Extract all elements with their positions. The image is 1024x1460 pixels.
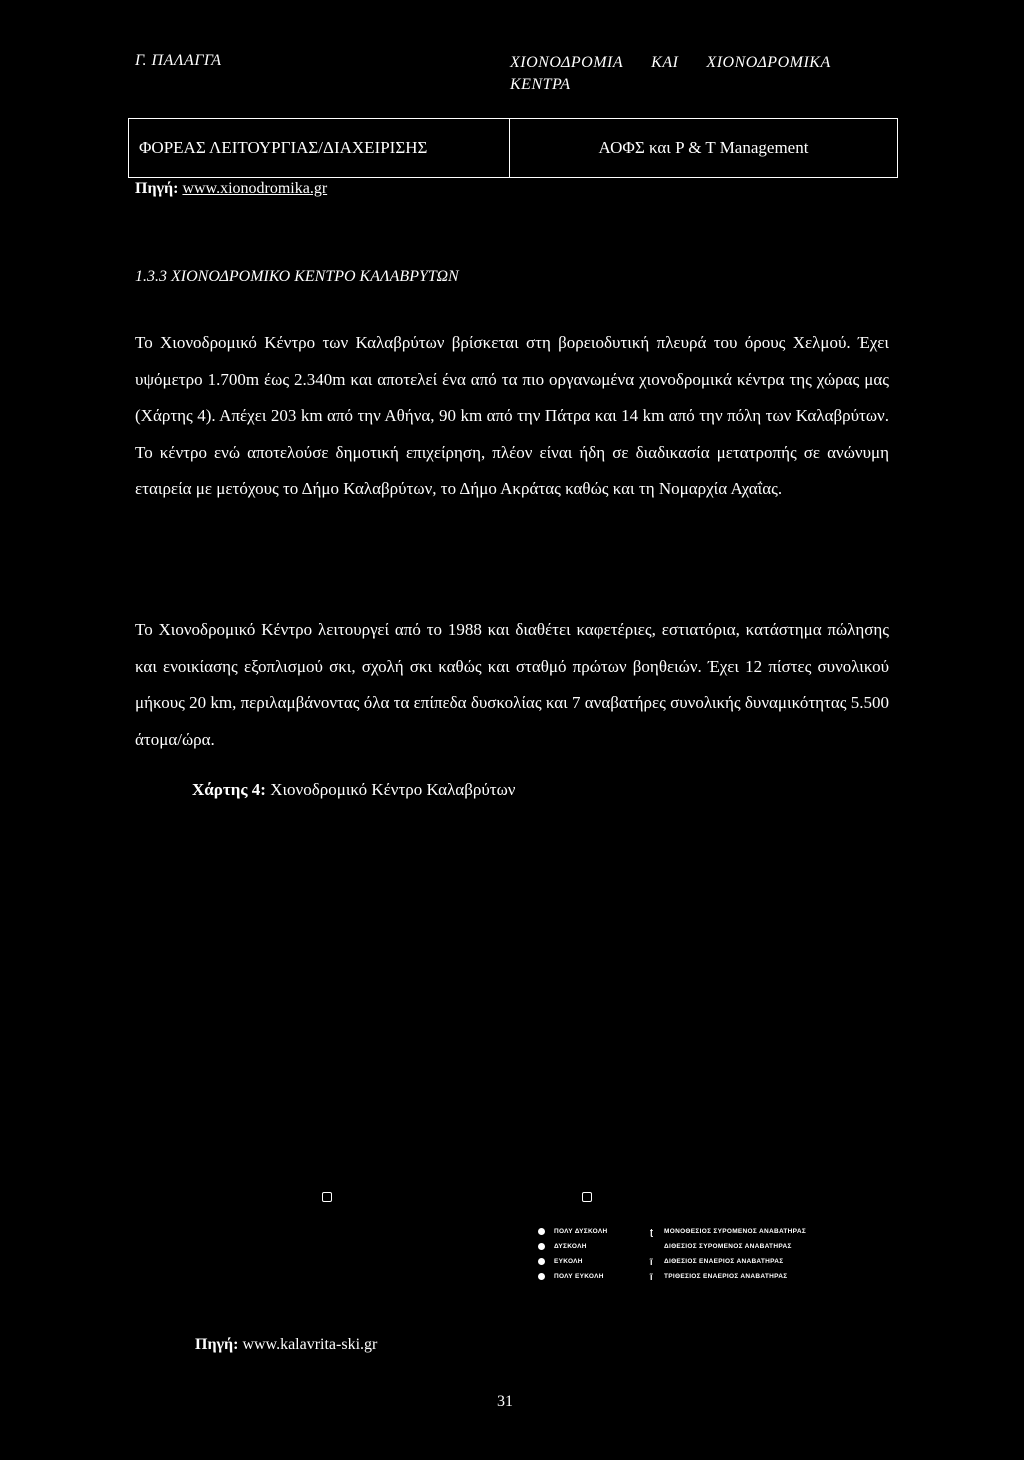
operator-label: ΦΟΡΕΑΣ ΛΕΙΤΟΥΡΓΙΑΣ/ΔΙΑΧΕΙΡΙΣΗΣ <box>129 119 510 178</box>
legend-item <box>538 1269 607 1284</box>
legend-label: ΔΥΣΚΟΛΗ <box>554 1243 587 1250</box>
operator-value: ΑΟΦΣ και P & T Management <box>510 119 898 178</box>
header-title <box>510 52 890 96</box>
legend-label: ΠΟΛΥ ΔΥΣΚΟΛΗ <box>554 1228 608 1235</box>
source-label: Πηγή: <box>195 1336 239 1353</box>
legend-item <box>650 1254 806 1269</box>
legend-item <box>538 1254 607 1269</box>
source-link[interactable]: www.kalavrita-ski.gr <box>242 1336 378 1353</box>
lift-icon: ʈ <box>650 1226 654 1237</box>
header-title-part4: ΚΕΝΤΡΑ <box>510 76 571 93</box>
lift-icon: ĩ <box>650 1271 653 1282</box>
legend-item <box>650 1239 806 1254</box>
slope-dot-icon <box>538 1273 545 1280</box>
legend-label: ΤΡΙΘΕΣΙΟΣ ΕΝΑΕΡΙΟΣ ΑΝΑΒΑΤΗΡΑΣ <box>664 1273 788 1280</box>
lift-icon: ĩ <box>650 1256 653 1267</box>
header-author: Γ. ΠΑΛΑΓΓΑ <box>135 52 222 69</box>
header-title-part3: ΧΙΟΝΟΔΡΟΜΙΚΑ <box>706 54 831 71</box>
map-caption-text: Χιονοδρομικό Κέντρο Καλαβρύτων <box>270 780 516 799</box>
header-title-part1: ΧΙΟΝΟΔΡΟΜΙΑ <box>510 54 624 71</box>
source-line-1 <box>135 180 327 198</box>
paragraph-2: Το Χιονοδρομικό Κέντρο λειτουργεί από το 1988 και διαθέτει καφετέριες, εστιατόρια, κατάστημα πώλησης και ενοικίασης εξοπλισμού σκι, σχολή σκι καθώς και σταθμό πρώτων βοηθειών. Έχει 12 πίστες συνολικού μήκους 20 km, περιλαμβάνοντας όλα τα επίπεδα δυσκολίας και 7 αναβατήρες συνολικής δυναμικότητας 5.500 άτομα/ώρα. <box>135 620 890 749</box>
lift-legend <box>650 1224 806 1284</box>
legend-label: ΕΥΚΟΛΗ <box>554 1258 583 1265</box>
legend-item <box>538 1239 607 1254</box>
legend-label: ΔΙΘΕΣΙΟΣ ΕΝΑΕΡΙΟΣ ΑΝΑΒΑΤΗΡΑΣ <box>664 1258 784 1265</box>
difficulty-legend <box>538 1224 607 1284</box>
operator-table <box>128 118 898 178</box>
slope-dot-icon <box>538 1228 545 1235</box>
map-caption-label: Χάρτης 4: <box>192 780 266 799</box>
map-marker-icon <box>582 1192 592 1202</box>
legend-item <box>538 1224 607 1239</box>
paragraph-1: Το Χιονοδρομικό Κέντρο των Καλαβρύτων βρίσκεται στη βορειοδυτική πλευρά του όρους Χελμού. Έχει υψόμετρο 1.700m έως 2.340m και αποτελεί ένα από τα πιο οργανωμένα χιονοδρομικά κέντρα της χώρας μας (Χάρτης 4). Απέχει 203 km από την Αθήνα, 90 km από την Πάτρα και 14 km από την πόλη των Καλαβρύτων. Το κέντρο ενώ αποτελούσε δημοτική επιχείρηση, πλέον είναι ήδη σε διαδικασία μετατροπής σε ανώνυμη εταιρεία με μετόχους το Δήμο Καλαβρύτων, το Δήμο Ακράτας καθώς και τη Νομαρχία Αχαΐας. <box>135 333 889 498</box>
map-marker-icon <box>322 1192 332 1202</box>
section-title: 1.3.3 ΧΙΟΝΟΔΡΟΜΙΚΟ ΚΕΝΤΡΟ ΚΑΛΑΒΡΥΤΩΝ <box>135 268 459 285</box>
legend-label: ΜΟΝΟΘΕΣΙΟΣ ΣΥΡΟΜΕΝΟΣ ΑΝΑΒΑΤΗΡΑΣ <box>664 1228 807 1235</box>
source-label: Πηγή: <box>135 180 179 197</box>
slope-dot-icon <box>538 1258 545 1265</box>
ski-map <box>300 1180 860 1310</box>
legend-item <box>650 1224 806 1239</box>
map-caption <box>192 780 515 800</box>
page-number: 31 <box>497 1393 513 1410</box>
source-line-2 <box>195 1336 377 1354</box>
legend-label: ΠΟΛΥ ΕΥΚΟΛΗ <box>554 1273 604 1280</box>
header-title-part2: ΚΑΙ <box>651 54 679 71</box>
slope-dot-icon <box>538 1243 545 1250</box>
legend-label: ΔΙΘΕΣΙΟΣ ΣΥΡΟΜΕΝΟΣ ΑΝΑΒΑΤΗΡΑΣ <box>664 1243 792 1250</box>
source-link[interactable]: www.xionodromika.gr <box>182 180 328 197</box>
legend-item <box>650 1269 806 1284</box>
